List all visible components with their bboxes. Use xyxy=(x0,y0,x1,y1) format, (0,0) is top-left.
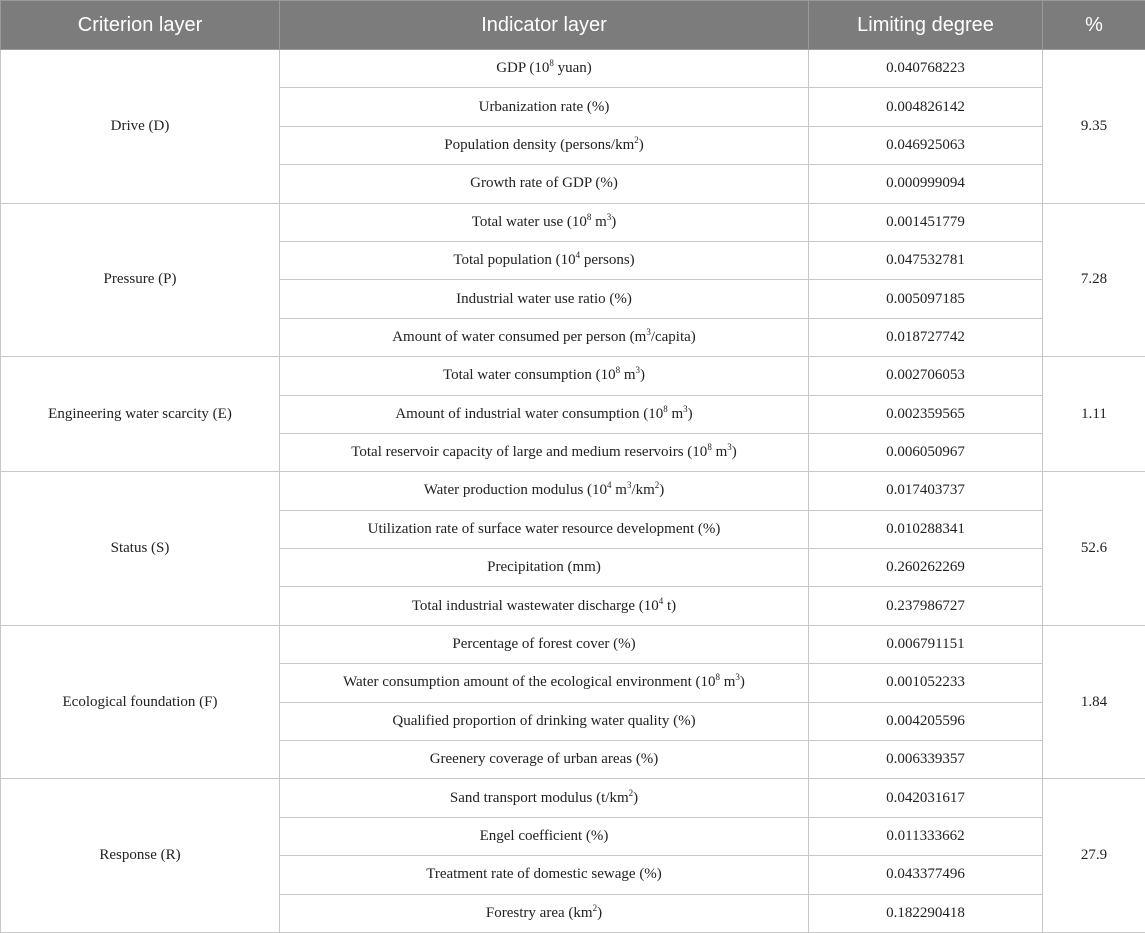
indicator-cell: GDP ($10^8$ yuan) xyxy=(280,50,809,88)
header-percent: % xyxy=(1043,1,1145,50)
indicator-cell: Population density $(persons/km^2)$ xyxy=(280,126,809,164)
table-row xyxy=(1,357,1145,395)
header-criterion-layer: Criterion layer xyxy=(1,1,280,50)
indicator-cell: Urbanization rate (%) xyxy=(280,88,809,126)
indicator-cell: Forestry area $(km^2)$ xyxy=(280,894,809,932)
criterion-cell: Engineering water scarcity (E) xyxy=(1,357,280,472)
indicator-cell: Sand transport modulus $(t/km^2)$ xyxy=(280,779,809,817)
criterion-cell: Status (S) xyxy=(1,472,280,626)
indicator-cell: Total water use ($10^8$ $m^3$) xyxy=(280,203,809,241)
limiting-degree-cell: 0.018727742 xyxy=(809,318,1043,356)
table-row xyxy=(1,779,1145,817)
indicator-cell: Total reservoir capacity of large and medium reservoirs ($10^8$ $m^3$) xyxy=(280,433,809,471)
limiting-degree-cell: 0.004826142 xyxy=(809,88,1043,126)
limiting-degree-cell: 0.001451779 xyxy=(809,203,1043,241)
indicator-cell: Total population ($10^4$ persons) xyxy=(280,241,809,279)
limiting-degree-cell: 0.002706053 xyxy=(809,357,1043,395)
criterion-cell: Ecological foundation (F) xyxy=(1,625,280,779)
limiting-degree-cell: 0.260262269 xyxy=(809,549,1043,587)
indicator-cell: Amount of industrial water consumption ($10^8$ $m^3$) xyxy=(280,395,809,433)
percent-cell: 52.6 xyxy=(1043,472,1145,626)
indicator-cell: Treatment rate of domestic sewage (%) xyxy=(280,856,809,894)
header-limiting-degree: Limiting degree xyxy=(809,1,1043,50)
limiting-degree-cell: 0.010288341 xyxy=(809,510,1043,548)
criterion-cell: Pressure (P) xyxy=(1,203,280,357)
table-row xyxy=(1,472,1145,510)
indicator-cell: Industrial water use ratio (%) xyxy=(280,280,809,318)
indicator-cell: Amount of water consumed per person $(m^3/capita)$ xyxy=(280,318,809,356)
table-header xyxy=(1,1,1145,50)
indicator-cell: Water production modulus ($10^4$ $m^3/km^2$) xyxy=(280,472,809,510)
indicator-cell: Total water consumption ($10^8$ $m^3$) xyxy=(280,357,809,395)
percent-cell: 27.9 xyxy=(1043,779,1145,933)
limiting-degree-cell: 0.046925063 xyxy=(809,126,1043,164)
limiting-degree-cell: 0.004205596 xyxy=(809,702,1043,740)
percent-cell: 1.84 xyxy=(1043,625,1145,779)
table-body xyxy=(1,50,1145,933)
indicator-cell: Percentage of forest cover (%) xyxy=(280,625,809,663)
limiting-degree-cell: 0.006050967 xyxy=(809,433,1043,471)
limiting-degree-cell: 0.237986727 xyxy=(809,587,1043,625)
percent-cell: 7.28 xyxy=(1043,203,1145,357)
indicator-cell: Engel coefficient (%) xyxy=(280,817,809,855)
indicator-cell: Utilization rate of surface water resource development (%) xyxy=(280,510,809,548)
table-row xyxy=(1,50,1145,88)
indicator-cell: Growth rate of GDP (%) xyxy=(280,165,809,203)
limiting-degree-cell: 0.002359565 xyxy=(809,395,1043,433)
header-indicator-layer: Indicator layer xyxy=(280,1,809,50)
limiting-degree-cell: 0.017403737 xyxy=(809,472,1043,510)
limiting-degree-cell: 0.182290418 xyxy=(809,894,1043,932)
percent-cell: 9.35 xyxy=(1043,50,1145,204)
indicator-cell: Total industrial wastewater discharge ($10^4$ t) xyxy=(280,587,809,625)
limiting-degree-cell: 0.043377496 xyxy=(809,856,1043,894)
limiting-degree-cell: 0.047532781 xyxy=(809,241,1043,279)
indicator-cell: Greenery coverage of urban areas (%) xyxy=(280,741,809,779)
limiting-degree-cell: 0.006791151 xyxy=(809,625,1043,663)
limiting-degree-cell: 0.001052233 xyxy=(809,664,1043,702)
limiting-degree-cell: 0.000999094 xyxy=(809,165,1043,203)
limiting-degree-cell: 0.006339357 xyxy=(809,741,1043,779)
criterion-cell: Drive (D) xyxy=(1,50,280,204)
criterion-cell: Response (R) xyxy=(1,779,280,933)
indicator-cell: Precipitation (mm) xyxy=(280,549,809,587)
table-row xyxy=(1,203,1145,241)
indicator-cell: Qualified proportion of drinking water quality (%) xyxy=(280,702,809,740)
table-row xyxy=(1,625,1145,663)
limiting-degree-cell: 0.011333662 xyxy=(809,817,1043,855)
limiting-degree-cell: 0.040768223 xyxy=(809,50,1043,88)
indicator-cell: Water consumption amount of the ecological environment ($10^8$ $m^3$) xyxy=(280,664,809,702)
limiting-degree-cell: 0.005097185 xyxy=(809,280,1043,318)
header-row xyxy=(1,1,1145,50)
percent-cell: 1.11 xyxy=(1043,357,1145,472)
limiting-degree-cell: 0.042031617 xyxy=(809,779,1043,817)
